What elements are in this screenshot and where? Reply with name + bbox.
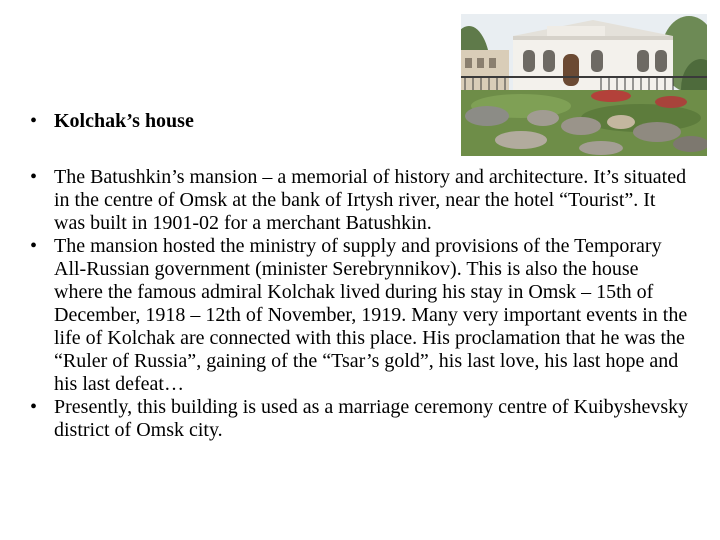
house-photo [461, 14, 707, 156]
bullet-text: The mansion hosted the ministry of supply and provisions of the Temporary All-Russian government (minister Serebrynnikov). This is also the house where the famous admiral Kolchak lived during his stay in Omsk – 15th of December, 1918 – 12th of November, 1919. Many very important events in the life of Kolchak are connected with this place. His proclamation that he was the “Ruler of Russia”, gaining of the “Tsar’s gold”, his last love, his last hope and his last defeat… [54, 235, 688, 395]
bullet-marker: • [30, 166, 38, 188]
title-bullet [30, 109, 194, 133]
bullet-text: Presently, this building is used as a marriage ceremony centre of Kuibyshevsky district of Omsk city. [54, 396, 689, 441]
list-item [30, 396, 690, 442]
bullet-text: The Batushkin’s mansion – a memorial of history and architecture. It’s situated in the centre of Omsk at the bank of Irtysh river, near the hotel “Tourist”. It was built in 1901-02 for a merchant Batushkin. [54, 166, 687, 234]
bullet-list [30, 166, 690, 442]
slide-title: Kolchak’s house [54, 110, 194, 132]
bullet-marker: • [30, 235, 38, 257]
list-item [30, 166, 690, 235]
bullet-marker: • [30, 110, 38, 132]
house-photo-image [461, 14, 707, 156]
bullet-marker: • [30, 396, 38, 418]
list-item [30, 235, 690, 396]
